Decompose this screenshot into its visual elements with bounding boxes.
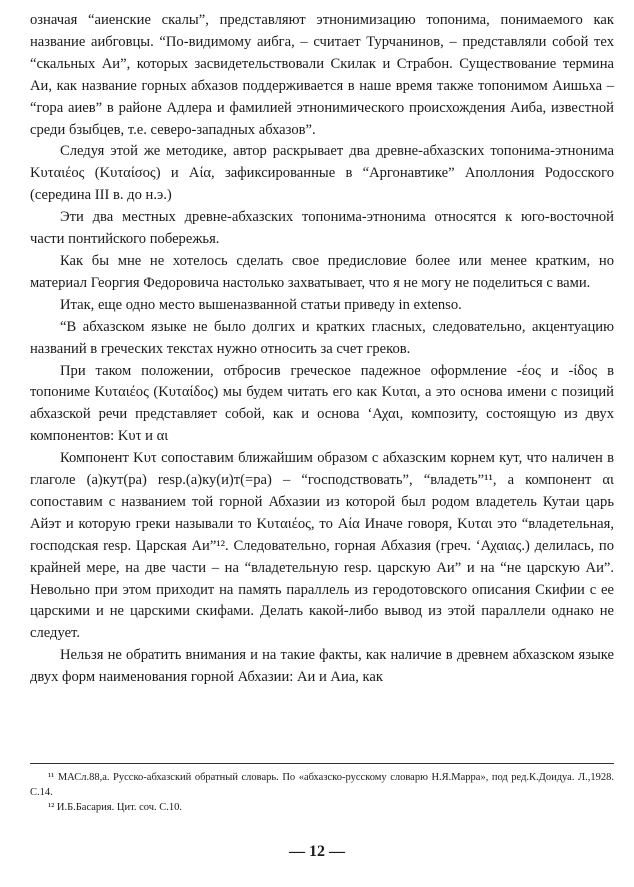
footnotes: [30, 770, 614, 815]
main-text: [30, 10, 614, 689]
paragraph-9: Нельзя не обратить внимания и на такие факты, как наличие в древнем абхазском языке двух форм наименования горной Абхазии: Аи и Аиа, как: [30, 647, 614, 686]
paragraph-7: При таком положении, отбросив греческое падежное оформление -έος и -ίδος в топониме Κυταιέος (Κυταίδος) мы будем читать его как Κυται, а это основа имени с позиций абхазской речи представляет собой, как и основа ‘Αχαι, композиту, состоящую из двух компонентов: Κυτ и αι: [30, 362, 614, 445]
footnote-12: ¹² И.Б.Басария. Цит. соч. С.10.: [48, 802, 183, 813]
footnote-divider: [30, 763, 614, 764]
paragraph-8: Компонент Κυτ сопоставим ближайшим образом с абхазским корнем кут, что наличен в глаголе (а)кут(ра) resp.(а)ку(и)т(=ра) – “господствовать”, “владеть”¹¹, а компонент αι сопоставим с названием той горной Абхазии из которой был родом владетель Кутаи царь Айэт и которую греки называли то Κυταιέος, то Αία Иначе говоря, Κυται это “владетельная, господская resp. Царская Аи”¹². Следовательно, горная Абхазия (греч. ‘Αχαιας.) делилась, по крайней мере, на две части – на “владетельную resp. царскую Аи” и на “не царскую Аи”. Невольно при этом приходит на память параллель из геродотовского описания Скифии с ее царскими и не царскими скифами. Делать какой-либо вывод из этой параллели однако не следует.: [30, 450, 614, 642]
paragraph-4: Как бы мне не хотелось сделать свое предисловие более или менее кратким, но материал Георгия Федоровича настолько захватывает, что я не могу не поделиться с вами.: [30, 252, 614, 291]
paragraph-2: Следуя этой же методике, автор раскрывает два древне-абхазских топонима-этнонима Κυταιέος (Κυταίσος) и Αία, зафиксированные в “Аргонавтике” Аполлония Родосского (середина III в. до н.э.): [30, 143, 614, 204]
paragraph-3: Эти два местных древне-абхазских топонима-этнонима относятся к юго-восточной части понтийского побережья.: [30, 209, 614, 248]
page-number: — 12 —: [289, 843, 345, 860]
paragraph-5: Итак, еще одно место вышеназванной статьи приведу in extenso.: [60, 296, 462, 313]
paragraph-6: “В абхазском языке не было долгих и кратких гласных, следовательно, акцентуацию названий в греческих текстах нужно относить за счет греков.: [30, 318, 614, 357]
footnote-11: ¹¹ МАСл.88,а. Русско-абхазский обратный словарь. По «абхазско-русскому словарю Н.Я.Марра», под ред.К.Доидуа. Л.,1928. С.14.: [30, 772, 614, 798]
paragraph-1: означая “аиенские скалы”, представляют этнонимизацию топонима, понимаемого как название аибговцы. “По-видимому аибга, – считает Турчанинов, – представляли собой тех “скальных Аи”, которых засвидетельствовали Скилак и Страбон. Существование термина Аи, как название горных абхазов поддерживается в наше время также топонимом Аишьха – “гора аиев” в районе Адлера и фамилией этнонимического происхождения Аиба, известной среди бзыбцев, т.е. северо-западных абхазов”.: [30, 12, 614, 138]
